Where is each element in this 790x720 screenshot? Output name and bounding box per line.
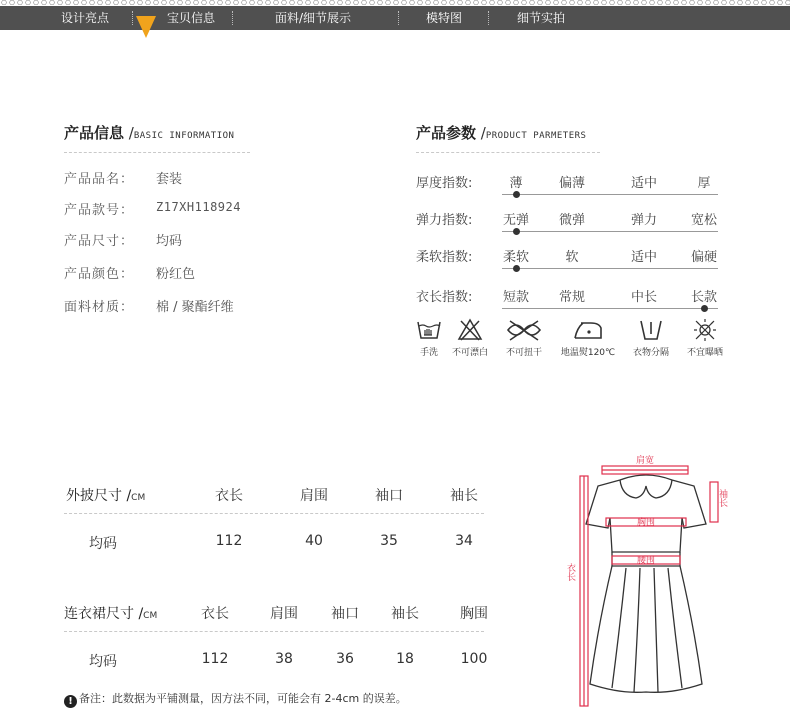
divider [416, 152, 600, 153]
param-selected-marker [701, 305, 708, 312]
param-option: 软 [565, 250, 579, 265]
param-option: 宽松 [690, 213, 717, 228]
info-value-name: 套装 [156, 172, 183, 187]
info-value-material: 棉 / 聚酯纤维 [156, 300, 234, 315]
param-option: 弹力 [630, 213, 657, 228]
diagram-label-shoulder: 肩宽 [635, 456, 655, 466]
decorative-chain-border [0, 0, 790, 5]
info-label-size: 产品尺寸： [64, 234, 135, 249]
param-option: 适中 [630, 250, 657, 265]
tab-detail-photos[interactable]: 细节实拍 [516, 11, 565, 25]
info-label-material: 面料材质： [64, 300, 135, 315]
param-selected-marker [513, 228, 520, 235]
jacket-value-sleeve: 34 [455, 533, 473, 549]
care-hand-wash [414, 318, 444, 358]
dress-value-sleeve: 18 [396, 651, 414, 667]
jacket-value-shoulder: 40 [305, 533, 323, 549]
jacket-header-sleeve: 袖长 [450, 488, 478, 504]
product-params-heading: 产品参数 /PRODUCT PARMETERS [416, 124, 587, 142]
jacket-value-length: 112 [215, 533, 243, 549]
jacket-header-shoulder: 肩围 [300, 488, 328, 504]
dress-value-chest: 100 [460, 651, 488, 667]
param-label: 厚度指数: [416, 176, 473, 191]
dress-value-shoulder: 38 [275, 651, 293, 667]
param-option: 厚 [697, 176, 711, 191]
dress-size-title-text: 连衣裙尺寸 [64, 606, 134, 622]
dress-header-shoulder: 肩围 [270, 606, 298, 622]
jacket-header-length: 衣长 [215, 488, 243, 504]
care-label: 衣物分隔 [632, 348, 669, 358]
no-sun-dry-icon [692, 318, 718, 342]
param-scale-line [502, 268, 718, 269]
product-info-title: 产品信息 [64, 124, 125, 142]
info-value-size: 均码 [156, 234, 183, 249]
param-option: 长款 [690, 290, 717, 305]
dress-value-cuff: 36 [336, 651, 354, 667]
note-text: 备注：此数据为平铺测量，因方法不同，可能会有 2-4cm 的误差。 [79, 692, 407, 705]
tab-product-info[interactable]: 宝贝信息 [166, 11, 215, 25]
care-no-bleach [446, 318, 494, 358]
param-scale-line [502, 194, 718, 195]
dress-row-label: 均码 [89, 654, 117, 670]
info-label-sku: 产品款号： [64, 203, 135, 218]
param-option: 常规 [558, 290, 585, 305]
param-option: 适中 [630, 176, 657, 191]
nav-divider [232, 11, 233, 25]
dress-header-length: 衣长 [201, 606, 229, 622]
param-option: 偏薄 [558, 176, 585, 191]
care-no-wring [500, 318, 548, 358]
divider [64, 631, 484, 632]
param-selected-marker [513, 191, 520, 198]
dress-header-chest: 胸围 [460, 606, 488, 622]
care-no-sun-dry [680, 318, 730, 358]
diagram-label-length: 衣长 [565, 563, 575, 581]
divider [64, 513, 484, 514]
tab-design-highlights[interactable]: 设计亮点 [60, 11, 109, 25]
product-info-heading: 产品信息 /BASIC INFORMATION [64, 124, 235, 142]
tab-fabric-details[interactable]: 面料/细节展示 [274, 11, 352, 25]
jacket-row-label: 均码 [89, 536, 117, 552]
info-label-color: 产品颜色： [64, 267, 135, 282]
info-label-name: 产品品名： [64, 172, 135, 187]
param-option: 偏硬 [690, 250, 717, 265]
divider [64, 152, 250, 153]
dress-header-sleeve: 袖长 [391, 606, 419, 622]
dress-size-unit: CM [143, 611, 158, 621]
nav-divider [488, 11, 489, 25]
jacket-size-title-text: 外披尺寸 [66, 488, 122, 504]
dress-outline [586, 475, 706, 692]
jacket-header-cuff: 袖口 [375, 488, 403, 504]
care-label: 不宜曝晒 [686, 348, 723, 358]
param-label: 柔软指数: [416, 250, 473, 265]
product-info-subtitle: BASIC INFORMATION [133, 131, 235, 141]
nav-divider [398, 11, 399, 25]
care-low-iron [556, 318, 620, 358]
active-tab-indicator [136, 16, 156, 38]
tab-model-photos[interactable]: 模特图 [425, 11, 462, 25]
diagram-label-waist: 腰围 [636, 556, 656, 566]
care-label: 手洗 [419, 348, 438, 358]
dress-header-cuff: 袖口 [331, 606, 359, 622]
param-option: 中长 [630, 290, 657, 305]
dress-value-length: 112 [201, 651, 229, 667]
param-option: 柔软 [502, 250, 529, 265]
info-value-sku: Z17XH118924 [156, 200, 241, 214]
care-separate-wash [626, 318, 676, 358]
low-iron-icon [571, 318, 605, 342]
param-option: 薄 [509, 176, 523, 191]
care-label: 不可扭干 [505, 348, 542, 358]
exclamation-icon: ! [64, 695, 77, 708]
measurement-note [64, 690, 407, 708]
param-label: 弹力指数: [416, 213, 473, 228]
separate-wash-icon [638, 318, 664, 342]
param-option: 无弹 [502, 213, 529, 228]
diagram-label-sleeve: 袖长 [717, 489, 727, 507]
no-bleach-icon [457, 318, 483, 342]
care-label: 不可漂白 [451, 348, 488, 358]
care-label: 地温熨120℃ [560, 348, 616, 358]
param-scale-line [502, 231, 718, 232]
measure-lines [580, 466, 718, 706]
nav-divider [132, 11, 133, 25]
product-params-subtitle: PRODUCT PARMETERS [485, 131, 587, 141]
param-selected-marker [513, 265, 520, 272]
no-wring-icon [504, 318, 544, 342]
param-option: 短款 [502, 290, 529, 305]
jacket-size-unit: CM [131, 493, 146, 503]
param-option: 微弹 [558, 213, 585, 228]
hand-wash-icon [416, 318, 442, 342]
dress-measurement-diagram [550, 446, 740, 712]
dress-size-title: 连衣裙尺寸 /CM [64, 606, 158, 622]
jacket-value-cuff: 35 [380, 533, 398, 549]
jacket-size-title: 外披尺寸 /CM [66, 488, 146, 504]
product-params-title: 产品参数 [416, 124, 477, 142]
param-label: 衣长指数: [416, 290, 473, 305]
info-value-color: 粉红色 [156, 267, 196, 282]
param-scale-line [502, 308, 718, 309]
diagram-label-chest: 胸围 [636, 518, 656, 528]
